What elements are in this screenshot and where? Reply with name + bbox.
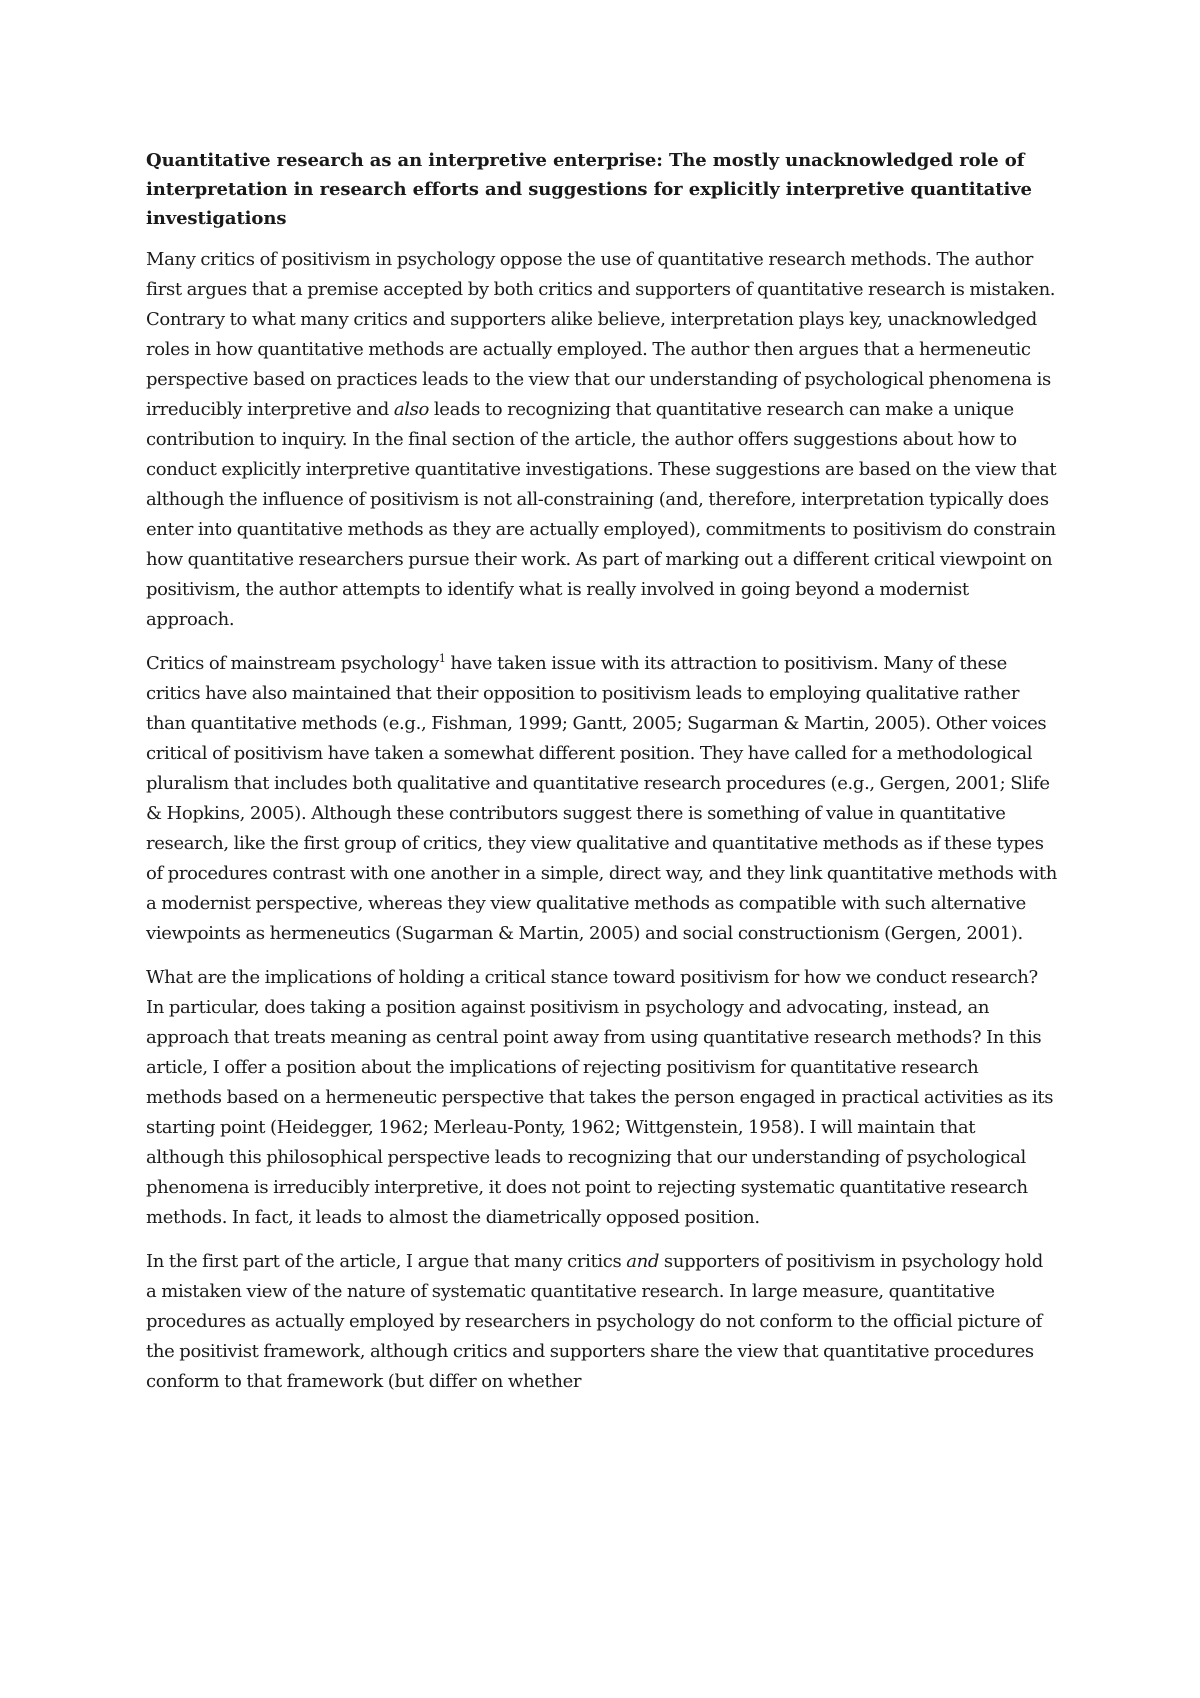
first-part-text-rest: supporters of positivism in psychology hold a mistaken view of the nature of systematic quantitative research. In large measure, quantitative procedures as actually employed by researchers in psychology do not conform to the official picture of the positivist framework, although critics and supporters share the view that quantitative procedures conform to that framework (but differ on whether	[146, 1251, 1043, 1392]
abstract-paragraph	[146, 245, 1058, 635]
body-paragraph-critics	[146, 649, 1058, 949]
body-paragraph-first-part	[146, 1247, 1058, 1397]
first-part-text-start: In the first part of the article, I argue that many critics	[146, 1251, 627, 1272]
footnote-marker[interactable]: 1	[438, 652, 446, 665]
document-body	[146, 146, 1058, 1411]
first-part-emphasis: and	[626, 1251, 660, 1272]
abstract-text-start: Many critics of positivism in psychology oppose the use of quantitative research methods. The author first argues that a premise accepted by both critics and supporters of quantitative research is mistaken. Contrary to what many critics and supporters alike believe, interpretation plays key, unacknowledged roles in how quantitative methods are actually employed. The author then argues that a hermeneutic perspective based on practices leads to the view that our understanding of psychological phenomena is irreducibly interpretive and	[146, 249, 1056, 420]
abstract-text-rest: leads to recognizing that quantitative research can make a unique contribution to inquiry. In the final section of the article, the author offers suggestions about how to conduct explicitly interpretive quantitative investigations. These suggestions are based on the view that although the influence of positivism is not all-constraining (and, therefore, interpretation typically does enter into quantitative methods as they are actually employed), commitments to positivism do constrain how quantitative researchers pursue their work. As part of marking out a different critical viewpoint on positivism, the author attempts to identify what is really involved in going beyond a modernist approach.	[146, 399, 1057, 630]
critics-text-start: Critics of mainstream psychology	[146, 653, 439, 674]
article-title: Quantitative research as an interpretive enterprise: The mostly unacknowledged role of interpretation in research efforts and suggestions for explicitly interpretive quantitative investigations	[146, 150, 1032, 229]
critics-text-rest: have taken issue with its attraction to positivism. Many of these critics have also maintained that their opposition to positivism leads to employing qualitative rather than quantitative methods (e.g., Fishman, 1999; Gantt, 2005; Sugarman & Martin, 2005). Other voices critical of positivism have taken a somewhat different position. They have called for a methodological pluralism that includes both qualitative and quantitative research procedures (e.g., Gergen, 2001; Slife & Hopkins, 2005). Although these contributors suggest there is something of value in quantitative research, like the first group of critics, they view qualitative and quantitative methods as if these types of procedures contrast with one another in a simple, direct way, and they link quantitative methods with a modernist perspective, whereas they view qualitative methods as compatible with such alternative viewpoints as hermeneutics (Sugarman & Martin, 2005) and social constructionism (Gergen, 2001).	[146, 653, 1057, 944]
abstract-emphasis: also	[393, 399, 429, 420]
body-paragraph-implications: What are the implications of holding a critical stance toward positivism for how we conduct research? In particular, does taking a position against positivism in psychology and advocating, instead, an approach that treats meaning as central point away from using quantitative research methods? In this article, I offer a position about the implications of rejecting positivism for quantitative research methods based on a hermeneutic perspective that takes the person engaged in practical activities as its starting point (Heidegger, 1962; Merleau-Ponty, 1962; Wittgenstein, 1958). I will maintain that although this philosophical perspective leads to recognizing that our understanding of psychological phenomena is irreducibly interpretive, it does not point to rejecting systematic quantitative research methods. In fact, it leads to almost the diametrically opposed position.	[146, 967, 1054, 1228]
